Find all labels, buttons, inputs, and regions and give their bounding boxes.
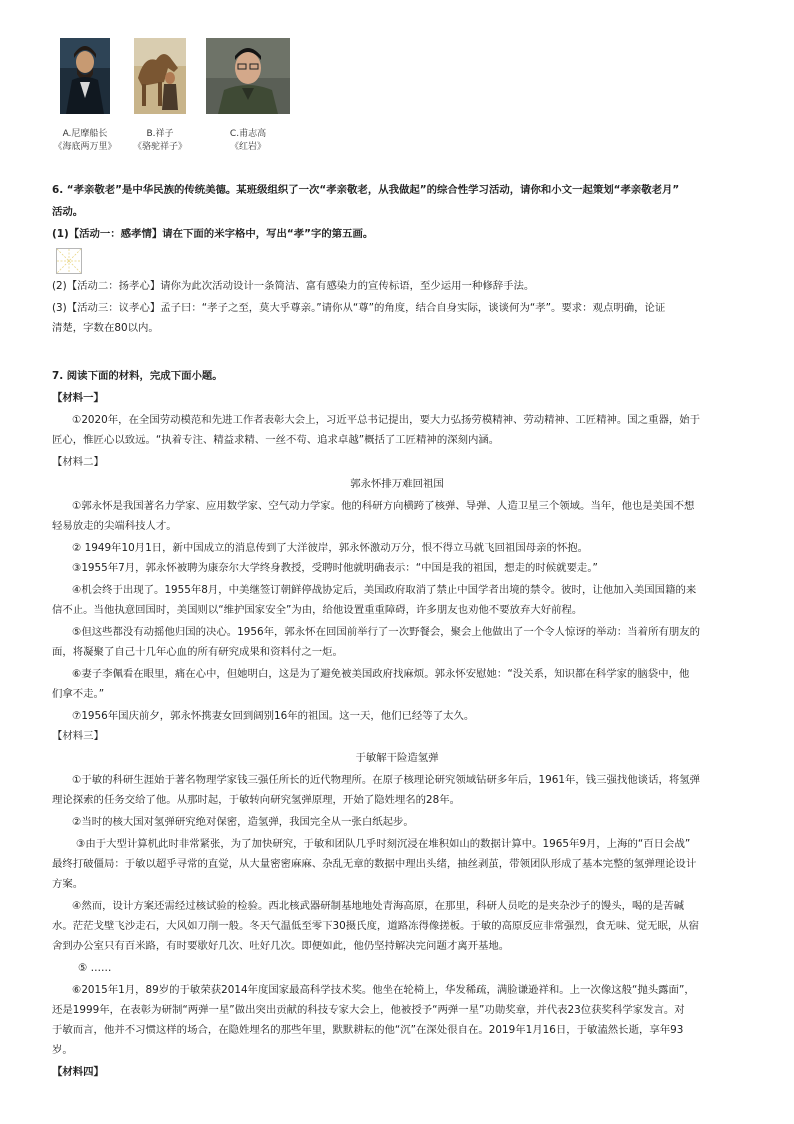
m2-para2: ② 1949年10月1日，新中国成立的消息传到了大洋彼岸，郭永怀激动万分，恨不得立马就飞回祖国母亲的怀抱。 — [72, 542, 589, 554]
figure-b-book: 《骆驼祥子》 — [132, 142, 187, 152]
material-3-label: 【材料三】 — [52, 730, 104, 742]
m3-para6-line1: ⑥2015年1月，89岁的于敏荣获2014年度国家最高科学技术奖。他坐在轮椅上，华发稀疏，满脸谦逊祥和。上一次像这般“抛头露面”， — [72, 984, 695, 996]
m2-para3: ③1955年7月，郭永怀被聘为康奈尔大学终身教授，受聘时他就明确表示：“中国是我的祖国，想走的时候就要走。” — [72, 562, 598, 574]
m3-para5: ⑤ …… — [78, 962, 112, 974]
q6-sub3-line1: (3)【活动三：议孝心】孟子曰：“孝子之至，莫大乎尊亲。”请你从“尊”的角度，结合自身实际，谈谈何为“孝”。要求：观点明确，论证 — [52, 302, 666, 314]
material-1-label: 【材料一】 — [52, 392, 104, 404]
fu-zhigao-photo — [206, 38, 290, 114]
material-2-title: 郭永怀排万难回祖国 — [350, 478, 444, 490]
m3-para4-line3: 舍到办公室只有百米路，有时要歇好几次、吐好几次。即便如此，他仍坚持解决完问题才离开基地。 — [52, 940, 510, 952]
q7-title: 7. 阅读下面的材料，完成下面小题。 — [52, 370, 223, 382]
m3-para3-line3: 方案。 — [52, 878, 84, 890]
figure-b-caption — [126, 128, 194, 154]
figure-a-name: A.尼摩船长 — [62, 129, 108, 139]
m3-para1-line1: ①于敏的科研生涯始于著名物理学家钱三强任所长的近代物理所。在原子核理论研究领域钻研多年后，1961年，钱三强找他谈话，将氢弹 — [72, 774, 701, 786]
q6-sub2: (2)【活动二：扬孝心】请你为此次活动设计一条简洁、富有感染力的宣传标语，至少运用一种修辞手法。 — [52, 280, 535, 292]
m2-para1-line2: 轻易放走的尖端科技人才。 — [52, 520, 177, 532]
m2-para4-line1: ④机会终于出现了。1955年8月，中美继签订朝鲜停战协定后，美国政府取消了禁止中国学者出境的禁令。彼时，让他加入美国国籍的来 — [72, 584, 697, 596]
mi-character-grid[interactable] — [56, 248, 82, 274]
m2-para7: ⑦1956年国庆前夕，郭永怀携妻女回到阔别16年的祖国。这一天，他们已经等了太久。 — [72, 710, 475, 722]
figure-c-caption — [216, 128, 280, 154]
q6-sub3-line2: 清楚，字数在80以内。 — [52, 322, 159, 334]
character-figures — [52, 38, 312, 158]
material-2-label: 【材料二】 — [52, 456, 104, 468]
material-3-title: 于敏解干险造氢弹 — [355, 752, 439, 764]
figure-b-name: B.祥子 — [146, 129, 174, 139]
m3-para3-line1: ③由于大型计算机此时非常紧张，为了加快研究，于敏和团队几乎时刻沉浸在堆积如山的数据计算中。1965年9月，上海的“百日会战” — [76, 838, 691, 850]
m3-para4-line1: ④然而，设计方案还需经过核试验的检验。西北核武器研制基地地处青海高原，在那里，科研人员吃的是夹杂沙子的馒头，喝的是苦碱 — [72, 900, 684, 912]
m3-para3-line2: 最终打破僵局：于敏以超乎寻常的直觉，从大量密密麻麻、杂乱无章的数据中理出头绪，抽丝剥茧，带领团队形成了基本完整的氢弹理论设计 — [52, 858, 697, 870]
m3-para2: ②当时的核大国对氢弹研究绝对保密，造氢弹，我国完全从一张白纸起步。 — [72, 816, 414, 828]
m3-para1-line2: 理论探索的任务交给了他。从那时起，于敏转向研究氢弹原理，开始了隐姓埋名的28年。 — [52, 794, 461, 806]
m2-para1-line1: ①郭永怀是我国著名力学家、应用数学家、空气动力学家。他的科研方向横跨了核弹、导弹、人造卫星三个领域。当年，他也是美国不想 — [72, 500, 695, 512]
m3-para6-line2: 还是1999年，在表彰为研制“两弹一星”做出突出贡献的科技专家大会上，他被授予“两弹一星”功勋奖章，并代表23位获奖科学家发言。对 — [52, 1004, 685, 1016]
m2-para5-line2: 面，将凝聚了自己十几年心血的所有研究成果和资料付之一炬。 — [52, 646, 343, 658]
material-4-label: 【材料四】 — [52, 1066, 104, 1078]
material-1-line1: ①2020年，在全国劳动模范和先进工作者表彰大会上，习近平总书记提出，要大力弘扬劳模精神、劳动精神、工匠精神。国之重器，始于 — [72, 414, 701, 426]
figure-a-caption — [52, 128, 118, 154]
q6-stem-line2: 活动。 — [52, 206, 84, 218]
m2-para6-line1: ⑥妻子李佩看在眼里，痛在心中，但她明白，这是为了避免被美国政府找麻烦。郭永怀安慰她：“没关系，知识都在科学家的脑袋中，他 — [72, 668, 690, 680]
m2-para6-line2: 们拿不走。” — [52, 688, 105, 700]
m2-para5-line1: ⑤但这些都没有动摇他归国的决心。1956年，郭永怀在回国前举行了一次野餐会，聚会上他做出了一个令人惊讶的举动：当着所有朋友的 — [72, 626, 701, 638]
material-1-line2: 匠心，惟匠心以致远。“执着专注、精益求精、一丝不苟、追求卓越”概括了工匠精神的深刻内涵。 — [52, 434, 500, 446]
m3-para6-line3: 于敏而言，他并不习惯这样的场合，在隐姓埋名的那些年里，默默耕耘的他“沉”在深处很自在。2019年1月16日，于敏溘然长逝，享年93 — [52, 1024, 684, 1036]
captain-nemo-illustration — [60, 38, 110, 114]
m3-para4-line2: 水。茫茫戈壁飞沙走石，大风如刀削一般。冬天气温低至零下30摄氏度，道路冻得像搓板。于敏的高原反应非常强烈，食无味、觉无眠，从宿 — [52, 920, 700, 932]
figure-a — [53, 38, 117, 152]
figure-c-book: 《红岩》 — [229, 142, 266, 152]
figure-a-book: 《海底两万里》 — [53, 142, 117, 152]
figure-b — [132, 38, 187, 152]
xiangzi-camel-illustration — [134, 38, 186, 114]
figure-c — [206, 38, 290, 152]
figure-c-name: C.甫志高 — [229, 129, 267, 139]
q6-sub1: (1)【活动一：感孝情】请在下面的米字格中，写出“孝”字的第五画。 — [52, 228, 374, 240]
m3-para6-line4: 岁。 — [52, 1044, 73, 1056]
q6-stem-line1: 6. “孝亲敬老”是中华民族的传统美德。某班级组织了一次“孝亲敬老，从我做起”的综合性学习活动，请你和小文一起策划“孝亲敬老月” — [52, 184, 680, 196]
m2-para4-line2: 信不止。当他执意回国时，美国则以“维护国家安全”为由，给他设置重重障碍，许多朋友也劝他不要放弃大好前程。 — [52, 604, 583, 616]
